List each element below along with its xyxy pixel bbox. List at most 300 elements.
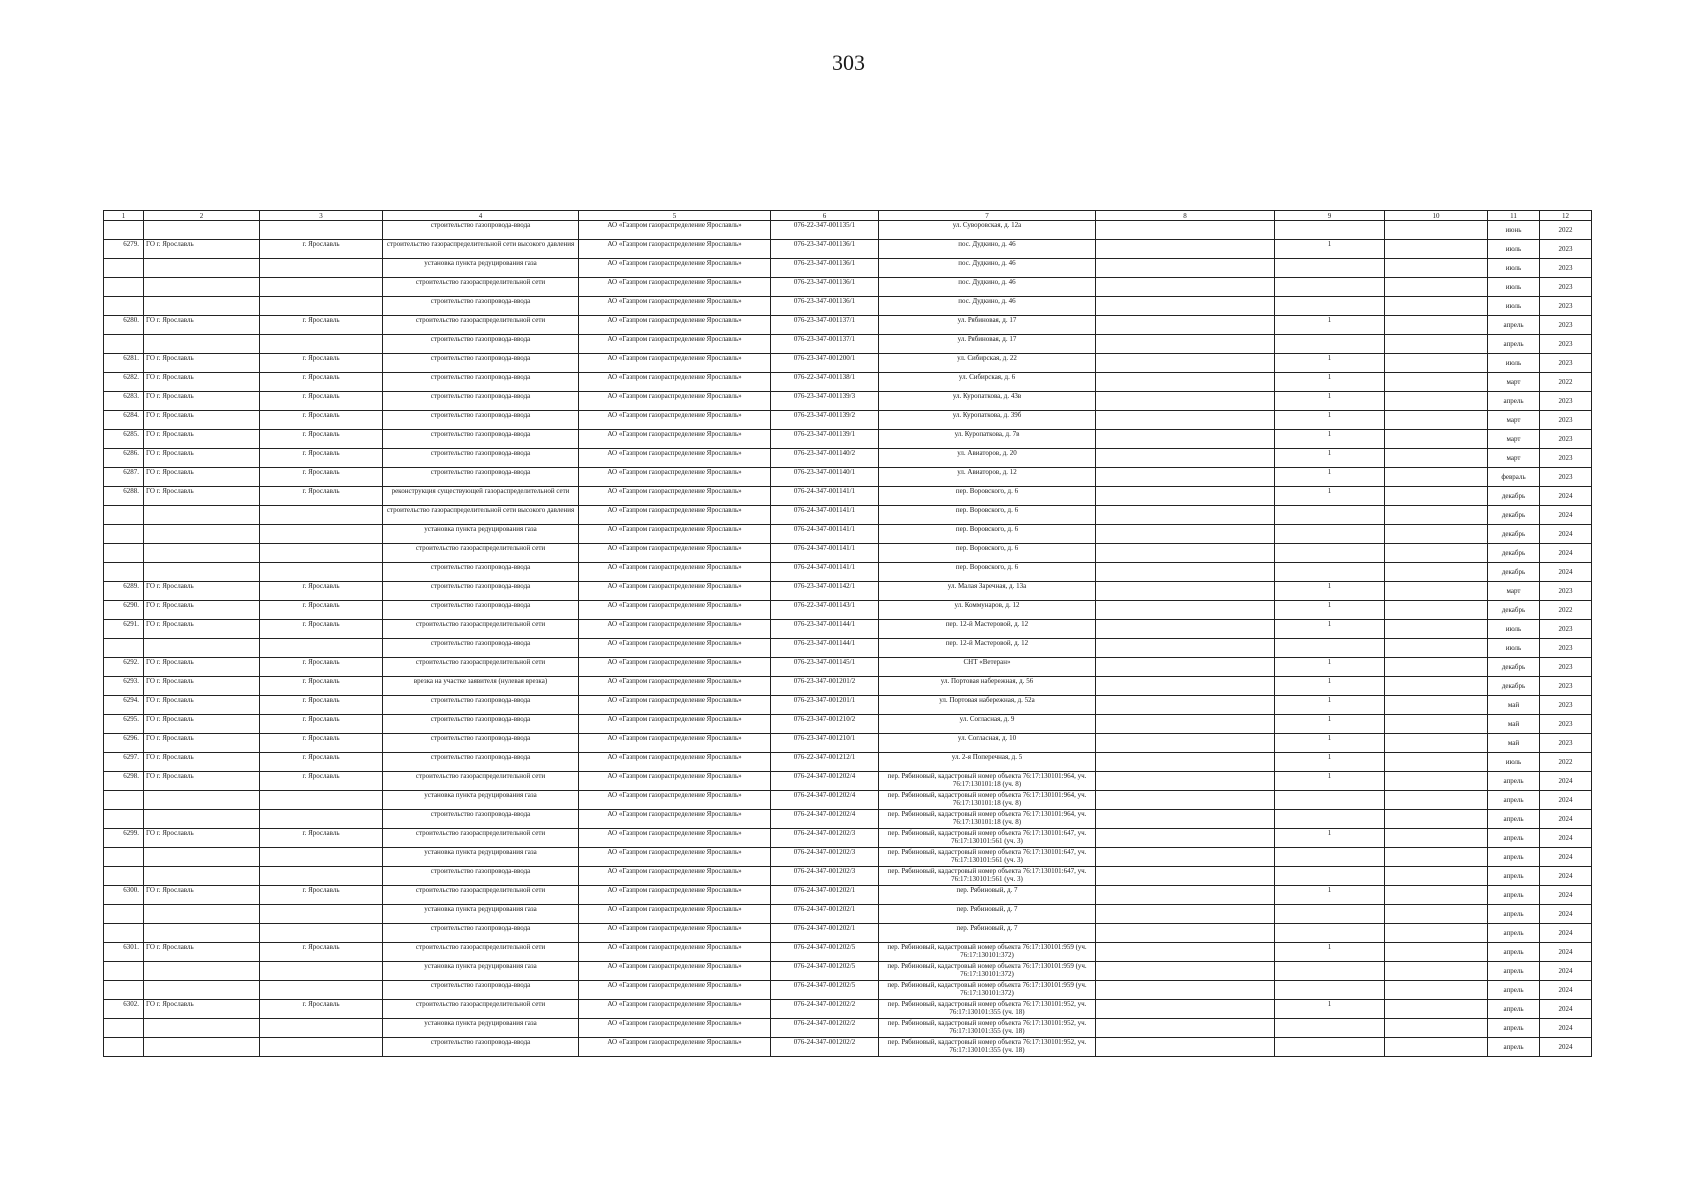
column-header-4: 4 (383, 211, 579, 221)
completion-month: февраль (1488, 468, 1540, 487)
locality: г. Ярославль (260, 886, 383, 905)
organization: АО «Газпром газораспределение Ярославль» (579, 487, 771, 506)
column-10 (1385, 392, 1488, 411)
column-9-count (1275, 278, 1385, 297)
table-row (104, 791, 1592, 810)
completion-year: 2024 (1540, 525, 1592, 544)
work-type: строительство газораспределительной сети высокого давления (383, 240, 579, 259)
organization: АО «Газпром газораспределение Ярославль» (579, 354, 771, 373)
table-row (104, 848, 1592, 867)
column-9-count: 1 (1275, 677, 1385, 696)
locality (260, 1038, 383, 1057)
application-code: 076-24-347-001202/5 (771, 981, 879, 1000)
table-row (104, 316, 1592, 335)
table-row (104, 373, 1592, 392)
column-10 (1385, 696, 1488, 715)
application-code: 076-23-347-001137/1 (771, 335, 879, 354)
work-type: строительство газопровода-ввода (383, 449, 579, 468)
completion-year: 2024 (1540, 1038, 1592, 1057)
organization: АО «Газпром газораспределение Ярославль» (579, 677, 771, 696)
locality: г. Ярославль (260, 677, 383, 696)
row-number: 6280. (104, 316, 144, 335)
organization: АО «Газпром газораспределение Ярославль» (579, 297, 771, 316)
municipality: ГО г. Ярославль (144, 487, 260, 506)
completion-year: 2022 (1540, 373, 1592, 392)
locality (260, 259, 383, 278)
locality (260, 867, 383, 886)
work-type: реконструкция существующей газораспределительной сети (383, 487, 579, 506)
completion-year: 2022 (1540, 221, 1592, 240)
object-address: пер. Воровского, д. 6 (879, 525, 1096, 544)
table-row (104, 981, 1592, 1000)
object-address: ул. Сибирская, д. 6 (879, 373, 1096, 392)
organization: АО «Газпром газораспределение Ярославль» (579, 924, 771, 943)
table-row (104, 1000, 1592, 1019)
column-10 (1385, 240, 1488, 259)
table-row (104, 810, 1592, 829)
work-type: строительство газопровода-ввода (383, 297, 579, 316)
row-number: 6297. (104, 753, 144, 772)
column-10 (1385, 772, 1488, 791)
object-address: ул. Куропаткова, д. 43в (879, 392, 1096, 411)
work-type: строительство газопровода-ввода (383, 373, 579, 392)
work-type: установка пункта редуцирования газа (383, 791, 579, 810)
column-9-count (1275, 506, 1385, 525)
column-8 (1096, 753, 1275, 772)
column-8 (1096, 506, 1275, 525)
column-9-count: 1 (1275, 734, 1385, 753)
organization: АО «Газпром газораспределение Ярославль» (579, 620, 771, 639)
completion-month: апрель (1488, 392, 1540, 411)
table-header (104, 211, 1592, 221)
column-header-7: 7 (879, 211, 1096, 221)
locality: г. Ярославль (260, 354, 383, 373)
work-type: строительство газопровода-ввода (383, 411, 579, 430)
completion-month: март (1488, 373, 1540, 392)
table-row (104, 620, 1592, 639)
column-10 (1385, 525, 1488, 544)
column-9-count: 1 (1275, 430, 1385, 449)
work-type: строительство газопровода-ввода (383, 981, 579, 1000)
row-number (104, 981, 144, 1000)
application-code: 076-23-347-001136/1 (771, 297, 879, 316)
locality: г. Ярославль (260, 715, 383, 734)
work-type: строительство газопровода-ввода (383, 392, 579, 411)
organization: АО «Газпром газораспределение Ярославль» (579, 449, 771, 468)
completion-month: июль (1488, 297, 1540, 316)
application-code: 076-23-347-001210/1 (771, 734, 879, 753)
locality: г. Ярославль (260, 411, 383, 430)
application-code: 076-24-347-001141/1 (771, 563, 879, 582)
municipality: ГО г. Ярославль (144, 753, 260, 772)
locality: г. Ярославль (260, 734, 383, 753)
object-address: пер. Воровского, д. 6 (879, 544, 1096, 563)
locality: г. Ярославль (260, 430, 383, 449)
municipality (144, 259, 260, 278)
organization: АО «Газпром газораспределение Ярославль» (579, 772, 771, 791)
column-8 (1096, 829, 1275, 848)
organization: АО «Газпром газораспределение Ярославль» (579, 1000, 771, 1019)
completion-year: 2024 (1540, 924, 1592, 943)
column-8 (1096, 715, 1275, 734)
completion-month: июль (1488, 354, 1540, 373)
object-address: пер. Воровского, д. 6 (879, 506, 1096, 525)
work-type: строительство газораспределительной сети (383, 886, 579, 905)
object-address: пер. 12-й Мастеровой, д. 12 (879, 639, 1096, 658)
object-address: ул. Рябиновая, д. 17 (879, 335, 1096, 354)
column-8 (1096, 620, 1275, 639)
table-row (104, 715, 1592, 734)
completion-year: 2024 (1540, 886, 1592, 905)
row-number (104, 791, 144, 810)
application-code: 076-23-347-001137/1 (771, 316, 879, 335)
locality (260, 297, 383, 316)
row-number: 6282. (104, 373, 144, 392)
completion-month: апрель (1488, 867, 1540, 886)
column-10 (1385, 677, 1488, 696)
table-row (104, 829, 1592, 848)
municipality: ГО г. Ярославль (144, 316, 260, 335)
object-address: пер. Рябиновый, кадастровый номер объекта 76:17:130101:959 (уч. 76:17:130101:372) (879, 943, 1096, 962)
column-9-count (1275, 981, 1385, 1000)
table-row (104, 544, 1592, 563)
object-address: пер. Рябиновый, кадастровый номер объекта 76:17:130101:952, уч. 76:17:130101:355 (уч. 18) (879, 1019, 1096, 1038)
row-number (104, 563, 144, 582)
row-number (104, 924, 144, 943)
organization: АО «Газпром газораспределение Ярославль» (579, 544, 771, 563)
completion-year: 2024 (1540, 1000, 1592, 1019)
column-9-count: 1 (1275, 696, 1385, 715)
column-10 (1385, 1000, 1488, 1019)
completion-month: апрель (1488, 810, 1540, 829)
work-type: строительство газораспределительной сети (383, 829, 579, 848)
completion-year: 2024 (1540, 544, 1592, 563)
completion-year: 2024 (1540, 1019, 1592, 1038)
row-number: 6290. (104, 601, 144, 620)
table-row (104, 354, 1592, 373)
completion-year: 2024 (1540, 962, 1592, 981)
row-number: 6301. (104, 943, 144, 962)
column-8 (1096, 734, 1275, 753)
organization: АО «Газпром газораспределение Ярославль» (579, 316, 771, 335)
locality (260, 563, 383, 582)
locality: г. Ярославль (260, 753, 383, 772)
object-address: ул. Авиаторов, д. 12 (879, 468, 1096, 487)
locality (260, 905, 383, 924)
table-row (104, 259, 1592, 278)
completion-month: декабрь (1488, 487, 1540, 506)
application-code: 076-23-347-001144/1 (771, 620, 879, 639)
organization: АО «Газпром газораспределение Ярославль» (579, 810, 771, 829)
object-address: пос. Дудкино, д. 46 (879, 259, 1096, 278)
object-address: пер. Рябиновый, д. 7 (879, 886, 1096, 905)
row-number: 6283. (104, 392, 144, 411)
column-8 (1096, 981, 1275, 1000)
table-row (104, 449, 1592, 468)
work-type: строительство газопровода-ввода (383, 582, 579, 601)
table-row (104, 297, 1592, 316)
column-10 (1385, 335, 1488, 354)
completion-year: 2023 (1540, 354, 1592, 373)
column-9-count (1275, 962, 1385, 981)
row-number (104, 297, 144, 316)
completion-month: декабрь (1488, 506, 1540, 525)
table-row (104, 734, 1592, 753)
municipality: ГО г. Ярославль (144, 772, 260, 791)
column-8 (1096, 240, 1275, 259)
column-9-count (1275, 1019, 1385, 1038)
row-number: 6300. (104, 886, 144, 905)
column-8 (1096, 601, 1275, 620)
completion-month: декабрь (1488, 525, 1540, 544)
locality: г. Ярославль (260, 943, 383, 962)
completion-year: 2023 (1540, 696, 1592, 715)
column-9-count: 1 (1275, 943, 1385, 962)
locality: г. Ярославль (260, 601, 383, 620)
column-10 (1385, 962, 1488, 981)
organization: АО «Газпром газораспределение Ярославль» (579, 791, 771, 810)
completion-year: 2023 (1540, 677, 1592, 696)
object-address: ул. Куропаткова, д. 7в (879, 430, 1096, 449)
column-8 (1096, 848, 1275, 867)
completion-month: июль (1488, 753, 1540, 772)
column-8 (1096, 316, 1275, 335)
application-code: 076-23-347-001201/1 (771, 696, 879, 715)
column-8 (1096, 468, 1275, 487)
completion-month: июль (1488, 278, 1540, 297)
column-10 (1385, 221, 1488, 240)
column-9-count: 1 (1275, 715, 1385, 734)
locality (260, 962, 383, 981)
object-address: пер. Рябиновый, кадастровый номер объекта 76:17:130101:647, уч. 76:17:130101:561 (уч. 3) (879, 867, 1096, 886)
table-row (104, 867, 1592, 886)
row-number (104, 335, 144, 354)
application-code: 076-24-347-001202/5 (771, 962, 879, 981)
organization: АО «Газпром газораспределение Ярославль» (579, 430, 771, 449)
column-10 (1385, 924, 1488, 943)
locality (260, 544, 383, 563)
column-10 (1385, 848, 1488, 867)
municipality (144, 506, 260, 525)
completion-month: апрель (1488, 962, 1540, 981)
column-header-8: 8 (1096, 211, 1275, 221)
locality (260, 525, 383, 544)
table-row (104, 582, 1592, 601)
organization: АО «Газпром газораспределение Ярославль» (579, 506, 771, 525)
column-10 (1385, 601, 1488, 620)
organization: АО «Газпром газораспределение Ярославль» (579, 981, 771, 1000)
column-9-count: 1 (1275, 582, 1385, 601)
table-row (104, 487, 1592, 506)
municipality (144, 791, 260, 810)
column-8 (1096, 943, 1275, 962)
completion-year: 2024 (1540, 772, 1592, 791)
object-address: пер. Рябиновый, д. 7 (879, 905, 1096, 924)
completion-year: 2023 (1540, 240, 1592, 259)
application-code: 076-23-347-001144/1 (771, 639, 879, 658)
completion-month: июль (1488, 240, 1540, 259)
municipality: ГО г. Ярославль (144, 658, 260, 677)
object-address: пер. 12-й Мастеровой, д. 12 (879, 620, 1096, 639)
completion-month: апрель (1488, 905, 1540, 924)
row-number (104, 962, 144, 981)
completion-month: июнь (1488, 221, 1540, 240)
completion-month: декабрь (1488, 677, 1540, 696)
column-8 (1096, 696, 1275, 715)
municipality: ГО г. Ярославль (144, 373, 260, 392)
municipality (144, 1038, 260, 1057)
work-type: строительство газопровода-ввода (383, 1038, 579, 1057)
application-code: 076-23-347-001140/2 (771, 449, 879, 468)
column-10 (1385, 487, 1488, 506)
organization: АО «Газпром газораспределение Ярославль» (579, 1038, 771, 1057)
municipality (144, 278, 260, 297)
work-type: строительство газопровода-ввода (383, 924, 579, 943)
application-code: 076-24-347-001202/2 (771, 1038, 879, 1057)
object-address: ул. Суворовская, д. 12а (879, 221, 1096, 240)
column-10 (1385, 316, 1488, 335)
completion-month: апрель (1488, 848, 1540, 867)
column-9-count (1275, 335, 1385, 354)
municipality (144, 848, 260, 867)
column-8 (1096, 392, 1275, 411)
municipality: ГО г. Ярославль (144, 943, 260, 962)
table-row (104, 943, 1592, 962)
column-9-count (1275, 544, 1385, 563)
application-code: 076-23-347-001139/2 (771, 411, 879, 430)
locality: г. Ярославль (260, 658, 383, 677)
municipality: ГО г. Ярославль (144, 696, 260, 715)
organization: АО «Газпром газораспределение Ярославль» (579, 715, 771, 734)
application-code: 076-23-347-001201/2 (771, 677, 879, 696)
object-address: ул. Портовая набережная, д. 56 (879, 677, 1096, 696)
completion-month: июль (1488, 639, 1540, 658)
table-row (104, 430, 1592, 449)
column-10 (1385, 278, 1488, 297)
object-address: ул. Авиаторов, д. 20 (879, 449, 1096, 468)
completion-month: апрель (1488, 943, 1540, 962)
work-type: строительство газопровода-ввода (383, 354, 579, 373)
locality: г. Ярославль (260, 449, 383, 468)
object-address: пер. Воровского, д. 6 (879, 563, 1096, 582)
work-type: строительство газораспределительной сети (383, 1000, 579, 1019)
row-number (104, 544, 144, 563)
completion-month: март (1488, 582, 1540, 601)
column-9-count (1275, 810, 1385, 829)
work-type: строительство газопровода-ввода (383, 430, 579, 449)
column-8 (1096, 297, 1275, 316)
locality (260, 639, 383, 658)
table-row (104, 1019, 1592, 1038)
organization: АО «Газпром газораспределение Ярославль» (579, 582, 771, 601)
application-code: 076-24-347-001202/4 (771, 810, 879, 829)
completion-month: декабрь (1488, 563, 1540, 582)
completion-year: 2023 (1540, 715, 1592, 734)
organization: АО «Газпром газораспределение Ярославль» (579, 392, 771, 411)
gasification-table (103, 210, 1592, 1057)
municipality: ГО г. Ярославль (144, 715, 260, 734)
row-number: 6285. (104, 430, 144, 449)
locality (260, 810, 383, 829)
column-8 (1096, 791, 1275, 810)
object-address: ул. Согласная, д. 9 (879, 715, 1096, 734)
column-9-count: 1 (1275, 487, 1385, 506)
work-type: строительство газопровода-ввода (383, 468, 579, 487)
row-number: 6299. (104, 829, 144, 848)
table-row (104, 278, 1592, 297)
column-header-3: 3 (260, 211, 383, 221)
row-number (104, 810, 144, 829)
row-number: 6284. (104, 411, 144, 430)
application-code: 076-24-347-001141/1 (771, 487, 879, 506)
work-type: строительство газопровода-ввода (383, 715, 579, 734)
object-address: пос. Дудкино, д. 46 (879, 278, 1096, 297)
completion-month: апрель (1488, 335, 1540, 354)
column-10 (1385, 411, 1488, 430)
municipality (144, 639, 260, 658)
municipality: ГО г. Ярославль (144, 886, 260, 905)
organization: АО «Газпром газораспределение Ярославль» (579, 563, 771, 582)
table-row (104, 335, 1592, 354)
application-code: 076-23-347-001139/3 (771, 392, 879, 411)
organization: АО «Газпром газораспределение Ярославль» (579, 886, 771, 905)
row-number (104, 1038, 144, 1057)
page-number: 303 (832, 50, 865, 75)
row-number: 6292. (104, 658, 144, 677)
municipality (144, 905, 260, 924)
column-10 (1385, 715, 1488, 734)
column-9-count (1275, 791, 1385, 810)
completion-year: 2023 (1540, 411, 1592, 430)
row-number: 6293. (104, 677, 144, 696)
column-10 (1385, 829, 1488, 848)
table-row (104, 601, 1592, 620)
completion-month: июль (1488, 620, 1540, 639)
completion-year: 2024 (1540, 905, 1592, 924)
column-8 (1096, 1019, 1275, 1038)
column-9-count: 1 (1275, 772, 1385, 791)
completion-month: апрель (1488, 924, 1540, 943)
locality: г. Ярославль (260, 696, 383, 715)
organization: АО «Газпром газораспределение Ярославль» (579, 335, 771, 354)
column-10 (1385, 867, 1488, 886)
table-row (104, 411, 1592, 430)
completion-year: 2023 (1540, 734, 1592, 753)
municipality (144, 525, 260, 544)
work-type: установка пункта редуцирования газа (383, 259, 579, 278)
row-number: 6295. (104, 715, 144, 734)
table-body (104, 221, 1592, 1057)
work-type: строительство газопровода-ввода (383, 810, 579, 829)
organization: АО «Газпром газораспределение Ярославль» (579, 943, 771, 962)
organization: АО «Газпром газораспределение Ярославль» (579, 1019, 771, 1038)
work-type: строительство газопровода-ввода (383, 601, 579, 620)
column-8 (1096, 639, 1275, 658)
column-10 (1385, 430, 1488, 449)
column-8 (1096, 221, 1275, 240)
locality: г. Ярославль (260, 487, 383, 506)
locality: г. Ярославль (260, 620, 383, 639)
organization: АО «Газпром газораспределение Ярославль» (579, 905, 771, 924)
application-code: 076-22-347-001138/1 (771, 373, 879, 392)
work-type: строительство газораспределительной сети (383, 316, 579, 335)
object-address: пер. Рябиновый, кадастровый номер объекта 76:17:130101:952, уч. 76:17:130101:355 (уч. 18) (879, 1038, 1096, 1057)
row-number: 6291. (104, 620, 144, 639)
completion-year: 2023 (1540, 259, 1592, 278)
completion-month: апрель (1488, 981, 1540, 1000)
table-row (104, 639, 1592, 658)
completion-year: 2024 (1540, 981, 1592, 1000)
